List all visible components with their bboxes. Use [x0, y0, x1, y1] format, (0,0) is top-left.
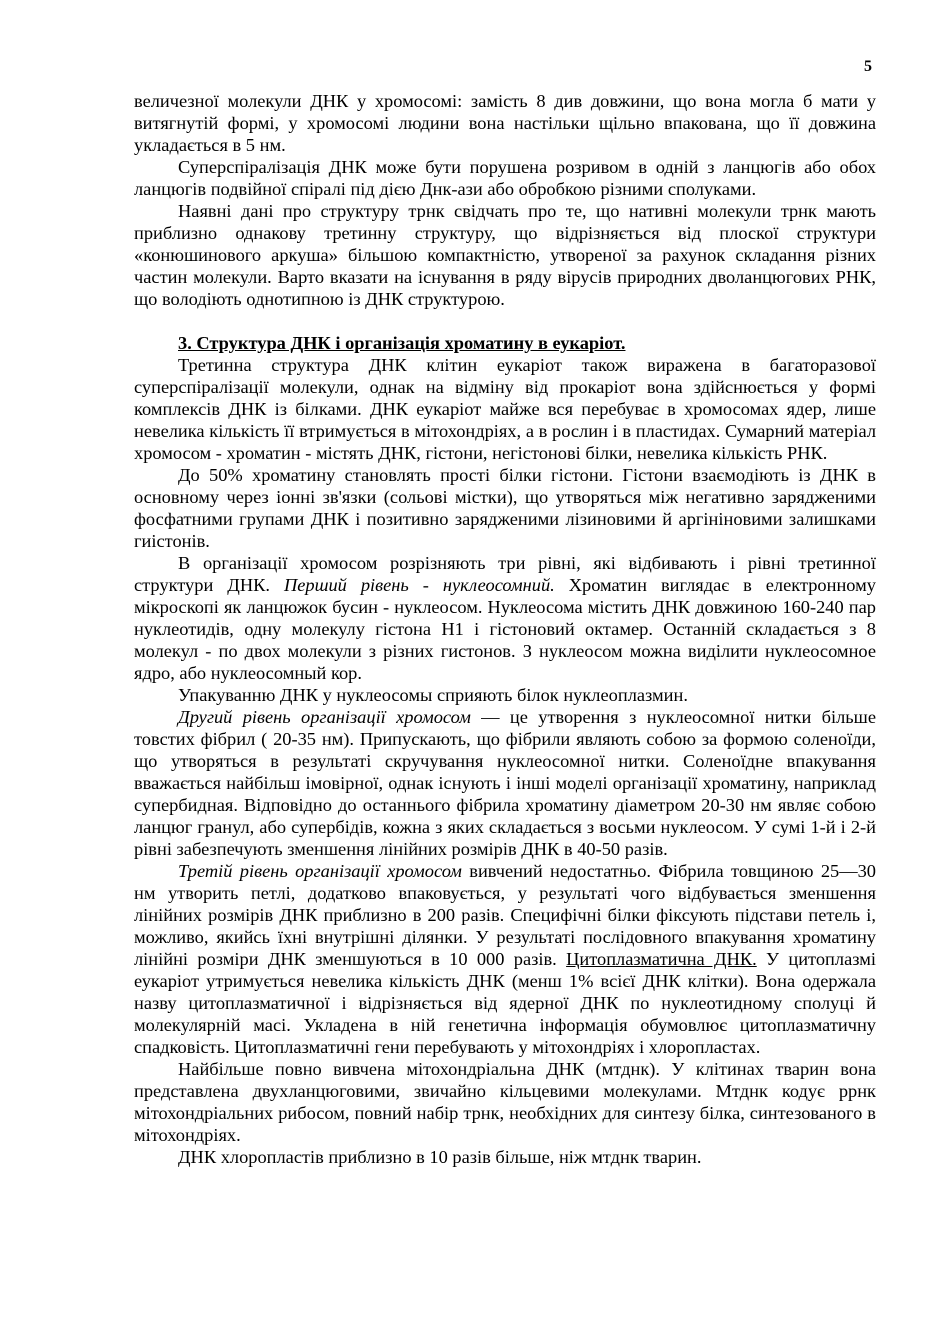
paragraph-6-text-a: В організації хромосом розрізняють три рівні, які відбивають і рівні третинної структури ДНК. [134, 553, 876, 595]
page-number: 5 [864, 58, 872, 75]
paragraph-6-text-b: Хроматин виглядає в електронному мікроскопі як ланцюжок бусин - нуклеосом. Нуклеосома містить ДНК довжиною 160-240 пар нуклеотидів, одну молекулу гістона Н1 і гістоновий октамер. Останній складається з 8 молекул - по двох молекули з різних гистонов. З нуклеосом можна виділити нуклеосомное ядро, або нуклеосомный кор. [134, 575, 876, 683]
spacer [134, 310, 876, 332]
third-level-term: Третій рівень організації хромосом [178, 861, 462, 881]
document-body [134, 90, 876, 1168]
paragraph-9-text-a: вивчений недостатньо. Фібрила товщиною 25—30 нм утворить петлі, додатково впаковується, у результаті чого відбувається зменшення лінійних розмірів ДНК приблизно в 200 разів. Специфічні білки фіксують підстави петель і, можливо, якийсь їхні внутрішні ділянки. У результаті послідовного впакування хроматину лінійні розміри ДНК зменшуються в 10 000 разів. [134, 861, 876, 969]
paragraph-9 [134, 860, 876, 1058]
first-level-term: Перший рівень - нуклеосомний. [283, 575, 555, 595]
paragraph-5: До 50% хроматину становлять прості білки гістони. Гістони взаємодіють із ДНК в основному через іонні зв'язки (сольові містки), що утворяться між негативно зарядженими фосфатними групами ДНК і позитивно зарядженими лізиновими й аргініновими залишками гиістонів. [134, 465, 876, 551]
paragraph-3: Наявні дані про структуру трнк свідчать про те, що нативні молекули трнк мають приблизно однакову третинну структуру, що відрізняється від плоскої структури «конюшинового аркуша» більшою компактністю, утвореної за рахунок складання різних частин молекули. Варто вказати на існування в ряду вірусів природних дволанцюгових РНК, що володіють однотипною із ДНК структурою. [134, 201, 876, 309]
paragraph-6 [134, 552, 876, 684]
paragraph-2: Суперспіралізація ДНК може бути порушена розривом в одній з ланцюгів або обох ланцюгів подвійної спіралі під дією Днк-ази або обробкою різними сполуками. [134, 157, 876, 199]
paragraph-1: величезної молекули ДНК у хромосомі: замість 8 див довжини, що вона могла б мати у витягнутій формі, у хромосомі людини вона настільки щільно впакована, що її довжина укладається в 5 нм. [134, 91, 876, 155]
cytoplasmic-dna-term: Цитоплазматична ДНК. [566, 949, 757, 969]
paragraph-4: Третинна структура ДНК клітин еукаріот також виражена в багаторазової суперспіралізації молекули, однак на відміну від прокаріот вона здійснюється у формі комплексів ДНК із білками. ДНК еукаріот майже вся перебуває в хромосомах ядер, лише невелика кількість її втримується в мітохондріях, а в рослин і в пластидах. Сумарний матеріал хромосом - хроматин - містять ДНК, гістони, негістонові білки, невелика кількість РНК. [134, 355, 876, 463]
paragraph-7: Упакуванню ДНК у нуклеосомы сприяють білок нуклеоплазмин. [178, 685, 688, 705]
paragraph-10: Найбільше повно вивчена мітохондріальна ДНК (мтднк). У клітинах тварин вона представлена двухланцюговими, звичайно кільцевими молекулами. Мтднк кодує ррнк мітохондріальних рибосом, повний набір трнк, необхідних для синтезу білка, синтезованого в мітохондріях. [134, 1059, 876, 1145]
paragraph-8 [134, 706, 876, 860]
paragraph-8-text: — це утворення з нуклеосомної нитки більше товстих фібрил ( 20-35 нм). Припускають, що фібрили являють собою за формою соленоїди, що утворяться в результаті скручування нуклеосомної нитки. Соленоїдне впакування вважається найбільш імовірної, однак існують і інші моделі організації хроматину, наприклад супербидная. Відповідно до останнього фібрила хроматину діаметром 20-30 нм являє собою ланцюг гранул, або супербідів, кожна з яких складається з восьми нуклеосом. У сумі 1-й і 2-й рівні забезпечують зменшення лінійних розмірів ДНК в 40-50 разів. [134, 707, 876, 859]
paragraph-9-text-b: У цитоплазмі еукаріот утримується невелика кількість ДНК (менш 1% всієї ДНК клітки). Вона одержала назву цитоплазматичної і відрізняється від ядерної ДНК по нуклеотидному сполуці й молекулярній масі. Укладена в ній генетична інформація обумовлює цитоплазматичну спадковість. Цитоплазматичні гени перебувають у мітохондріях і хлоропластах. [134, 949, 876, 1057]
paragraph-11: ДНК хлоропластів приблизно в 10 разів більше, ніж мтднк тварин. [178, 1147, 702, 1167]
second-level-term: Другий рівень організації хромосом [178, 707, 471, 727]
section-heading: 3. Структура ДНК і організація хроматину в еукаріот. [178, 333, 626, 353]
